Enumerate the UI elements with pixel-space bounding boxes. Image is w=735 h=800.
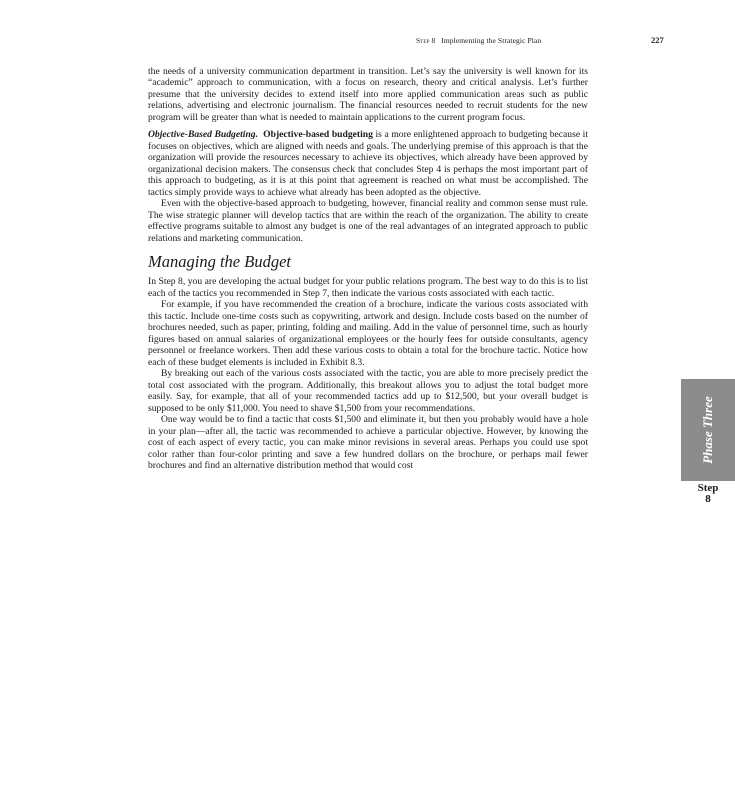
page-number: 227 [651, 35, 664, 45]
phase-tab-label: Phase Three [700, 396, 715, 464]
running-head [416, 36, 541, 45]
paragraph-text: is a more enlightened approach to budgeting because it focuses on objectives, which are aligned with needs and goals. The underlying premise of this approach is that the organization will provide the resources necessary to achieve its objectives, which already have been approved by organizational decision makers. The consensus check that concludes Step 4 is perhaps the most important part of this approach to budgeting, as it is at this point that agreement is reached on what must be accomplished. The tactics simply provide ways to achieve what already has been adopted as the objective. [148, 129, 589, 198]
step-tab [681, 483, 735, 505]
running-head-step-number: 8 [431, 36, 436, 45]
run-in-heading: Objective-Based Budgeting. [148, 129, 258, 141]
paragraph-developing-budget: In Step 8, you are developing the actual budget for your public relations program. The best way to do this is to list each of the tactics you recommended in Step 7, then indicate the various costs associated with each tactic. [148, 276, 588, 299]
step-tab-number: 8 [705, 493, 711, 505]
body-text [148, 66, 588, 472]
paragraph-objective-based-budgeting [148, 129, 588, 198]
phase-tab [681, 379, 735, 481]
paragraph-continuation: the needs of a university communication department in transition. Let’s say the university is well known for its “academic” approach to communication, with a focus on research, theory and critical analysis. Let’s further presume that the university decides to extend itself into more applied communication areas such as public relations, advertising and electronic journalism. The financial resources needed to recruit students for the new program will be greater than what is needed to maintain applications to the current program focus. [148, 66, 588, 123]
section-heading: Managing the Budget [148, 252, 291, 272]
paragraph-brochure-example: For example, if you have recommended the creation of a brochure, indicate the various costs associated with this tactic. Include one-time costs such as copywriting, artwork and design. Include costs based on the number of brochures needed, such as paper, printing, folding and mailing. Add in the value of personnel time, such as hourly figures based on annual salaries of organizational employees or the hourly fees for outside consultants, agency personnel or freelance workers. Then add these various costs to obtain a total for the brochure tactic. Notice how each of these budget elements is included in Exhibit 8.3. [148, 299, 588, 368]
bold-term: Objective-based budgeting [263, 129, 373, 141]
step-tab-label: Step [697, 482, 719, 494]
paragraph-shaving-costs: One way would be to find a tactic that costs $1,500 and eliminate it, but then you probably would have a hole in your plan—after all, the tactic was recommended to achieve a particular objective. However, by knowing the cost of each aspect of every tactic, you can make minor revisions in several areas. Perhaps you could use spot color rather than four-color printing and save a few hundred dollars on the brochure, or perhaps mail fewer brochures and find an alternative distribution method that would cost [148, 414, 588, 472]
paragraph-breaking-out-costs: By breaking out each of the various costs associated with the tactic, you are able to more precisely predict the total cost associated with the program. Additionally, this breakout allows you to adjust the total budget more easily. Say, for example, that all of your recommended tactics add up to $12,500, but your overall budget is supposed to be only $11,000. You need to shave $1,500 from your recommendations. [148, 368, 588, 414]
paragraph-financial-reality: Even with the objective-based approach to budgeting, however, financial reality and common sense must rule. The wise strategic planner will develop tactics that are within the reach of the organization. The ability to create effective programs suitable to almost any budget is one of the real advantages of an integrated approach to public relations and marketing communication. [148, 198, 588, 244]
running-head-step-word: Step [416, 36, 430, 45]
running-head-title: Implementing the Strategic Plan [441, 36, 542, 45]
